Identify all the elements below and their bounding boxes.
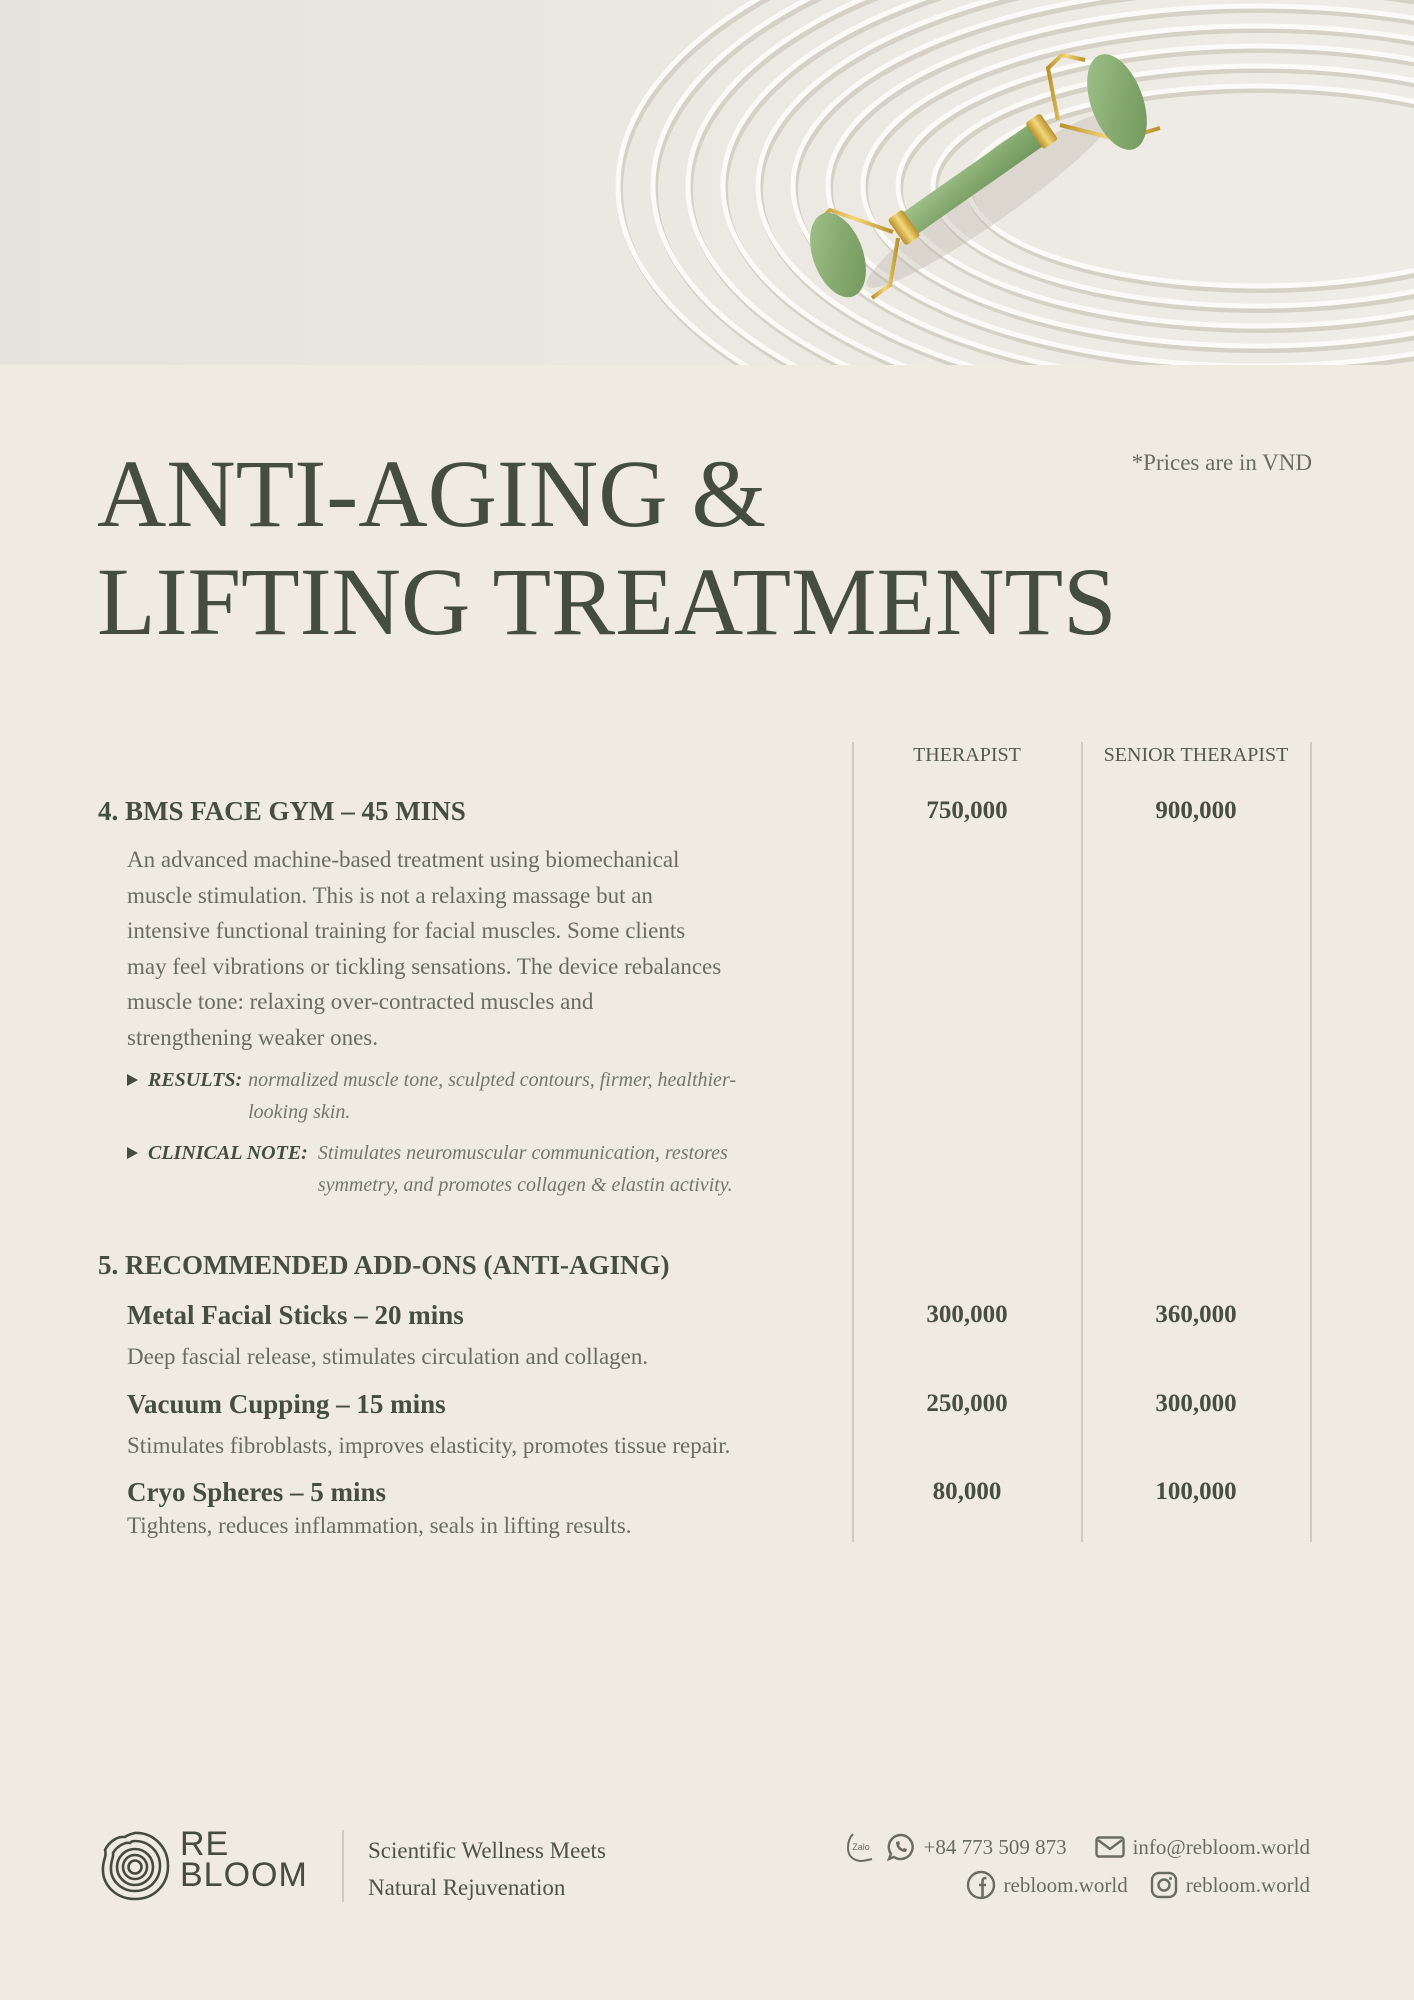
footer-divider (342, 1830, 344, 1902)
instagram-link[interactable]: rebloom.world (1185, 1872, 1310, 1897)
price-senior-therapist: 360,000 (1155, 1301, 1237, 1328)
column-header-therapist: THERAPIST (913, 744, 1021, 766)
column-divider (1081, 742, 1083, 1542)
bullet-text (318, 1137, 733, 1201)
triangle-bullet-icon (127, 1074, 138, 1086)
contact-row-1 (844, 1828, 1311, 1866)
svg-text:Zalo: Zalo (851, 1842, 870, 1852)
price-therapist: 250,000 (926, 1390, 1008, 1417)
description-line: intensive functional training for facial muscles. Some clients (127, 918, 686, 943)
price-currency-note: *Prices are in VND (1131, 450, 1312, 475)
price-therapist: 750,000 (926, 797, 1008, 824)
description-line: An advanced machine-based treatment using biomechanical (127, 847, 680, 872)
add-on-description: Stimulates fibroblasts, improves elasticity, promotes tissue repair. (127, 1433, 731, 1458)
bullet-label: RESULTS: (148, 1069, 243, 1091)
tagline-line: Scientific Wellness Meets (368, 1838, 606, 1863)
add-on-name: Vacuum Cupping – 15 mins (127, 1389, 446, 1419)
bullet-line: symmetry, and promotes collagen & elastin activity. (317, 1174, 733, 1196)
results-bullet (127, 1064, 736, 1128)
page-title-line-2: LIFTING TREATMENTS (97, 548, 1117, 655)
add-on-name: Cryo Spheres – 5 mins (127, 1477, 387, 1507)
page-title (97, 440, 1117, 656)
section-heading: 5. RECOMMENDED ADD-ONS (ANTI-AGING) (98, 1250, 670, 1280)
column-header-senior-therapist: SENIOR THERAPIST (1103, 744, 1289, 766)
price-therapist: 300,000 (926, 1301, 1008, 1328)
contact-info (844, 1828, 1311, 1904)
bullet-line: looking skin. (248, 1101, 351, 1123)
triangle-bullet-icon (127, 1147, 138, 1159)
add-on-name: Metal Facial Sticks – 20 mins (127, 1300, 464, 1330)
description-line: muscle stimulation. This is not a relaxing massage but an (127, 882, 653, 908)
brand-line: RE (180, 1825, 230, 1863)
rebloom-logo-icon (99, 1830, 171, 1902)
price-senior-therapist: 100,000 (1155, 1478, 1237, 1505)
description-line: muscle tone: relaxing over-contracted muscles and (127, 989, 594, 1014)
bullet-line: Stimulates neuromuscular communication, restores (317, 1142, 728, 1164)
column-divider (1310, 742, 1312, 1542)
price-senior-therapist: 300,000 (1155, 1390, 1237, 1417)
section-heading: 4. BMS FACE GYM – 45 MINS (98, 796, 466, 826)
price-senior-therapist: 900,000 (1155, 797, 1237, 824)
bullet-line: normalized muscle tone, sculpted contours, firmer, healthier- (248, 1069, 736, 1091)
price-therapist: 80,000 (932, 1478, 1002, 1505)
phone-number[interactable]: +84 773 509 873 (923, 1834, 1067, 1859)
brand-line: BLOOM (180, 1856, 308, 1894)
clinical-note-bullet (127, 1137, 733, 1201)
column-divider (852, 742, 854, 1542)
description-line: strengthening weaker ones. (127, 1024, 379, 1050)
description-line: may feel vibrations or tickling sensations. The device rebalances (127, 953, 722, 979)
whatsapp-icon[interactable] (886, 1832, 916, 1862)
zalo-icon[interactable] (844, 1830, 878, 1864)
bullet-text (248, 1064, 736, 1128)
instagram-icon[interactable] (1150, 1871, 1178, 1899)
bullet-label: CLINICAL NOTE: (148, 1142, 308, 1164)
facebook-icon[interactable] (966, 1870, 996, 1900)
brand-tagline (368, 1832, 606, 1906)
jade-roller-illustration (0, 0, 1414, 365)
add-on-description: Tightens, reduces inflammation, seals in lifting results. (127, 1513, 632, 1538)
facebook-link[interactable]: rebloom.world (1003, 1872, 1128, 1897)
add-on-description: Deep fascial release, stimulates circulation and collagen. (127, 1344, 649, 1369)
page-title-line-1: ANTI-AGING & (97, 440, 767, 547)
hero-image (0, 0, 1414, 365)
contact-row-2 (844, 1866, 1311, 1904)
tagline-line: Natural Rejuvenation (368, 1875, 566, 1900)
email-link[interactable]: info@rebloom.world (1132, 1834, 1310, 1859)
email-icon[interactable] (1095, 1836, 1125, 1858)
brand-wordmark (180, 1825, 308, 1894)
treatment-description (127, 842, 827, 1055)
